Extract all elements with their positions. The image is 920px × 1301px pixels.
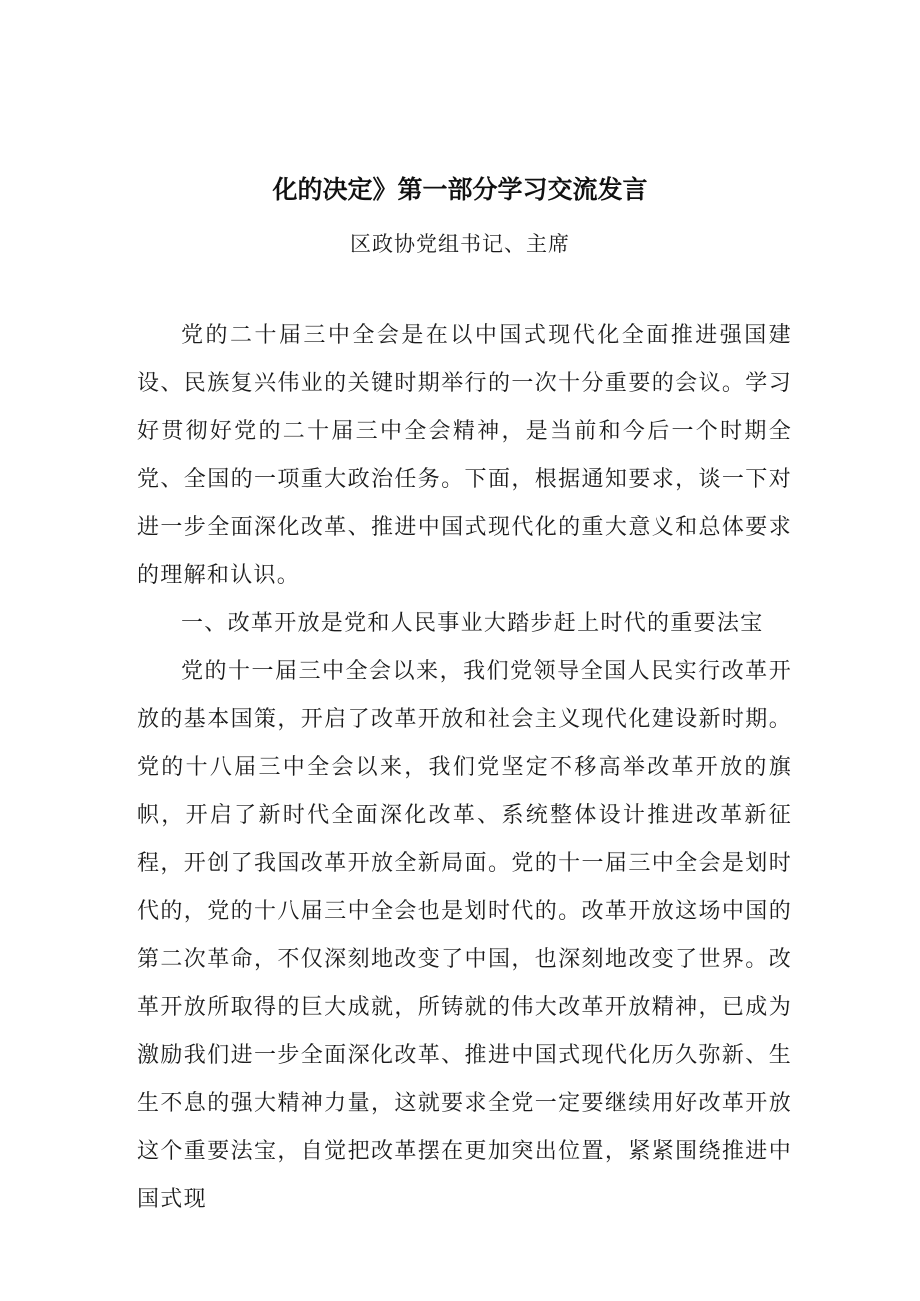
author-line: 区政协党组书记、主席 [350, 232, 570, 256]
paragraph-section-1: 党的十一届三中全会以来，我们党领导全国人民实行改革开放的基本国策，开启了改革开放和社会主义现代化建设新时期。党的十八届三中全会以来，我们党坚定不移高举改革开放的旗帜，开启了新时代全面深化改革、系统整体设计推进改革新征程，开创了我国改革开放全新局面。党的十一届三中全会是划时代的，党的十八届三中全会也是划时代的。改革开放这场中国的第二次革命，不仅深刻地改变了中国，也深刻地改变了世界。改革开放所取得的巨大成就，所铸就的伟大改革开放精神，已成为激励我们进一步全面深化改革、推进中国式现代化历久弥新、生生不息的强大精神力量，这就要求全党一定要继续用好改革开放这个重要法宝，自觉把改革摆在更加突出位置，紧紧围绕推进中国式现 [137, 659, 792, 1212]
section-heading-1: 一、改革开放是党和人民事业大踏步赶上时代的重要法宝 [181, 611, 764, 636]
document-body [137, 312, 792, 1224]
document-title: 化的决定》第一部分学习交流发言 [272, 175, 648, 204]
paragraph-intro: 党的二十届三中全会是在以中国式现代化全面推进强国建设、民族复兴伟业的关键时期举行的一次十分重要的会议。学习好贯彻好党的二十届三中全会精神，是当前和今后一个时期全党、全国的一项重大政治任务。下面，根据通知要求，谈一下对进一步全面深化改革、推进中国式现代化的重大意义和总体要求的理解和认识。 [137, 323, 792, 588]
